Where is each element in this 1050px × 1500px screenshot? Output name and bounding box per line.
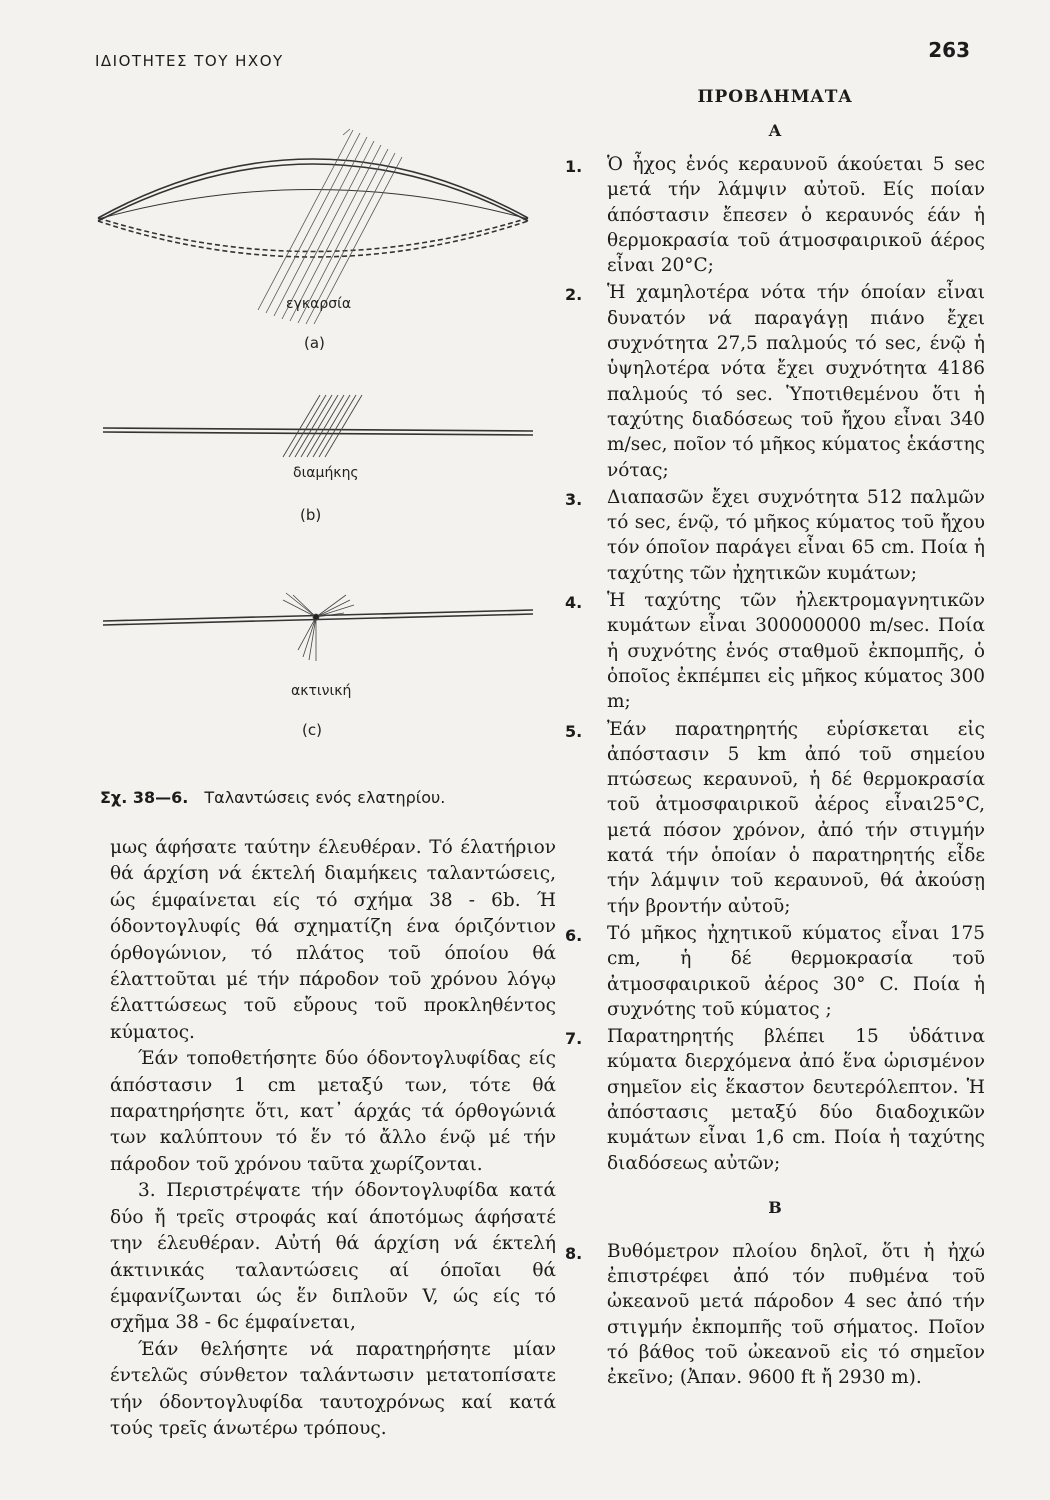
- page-number: 263: [928, 38, 970, 62]
- problem-item: [565, 717, 985, 919]
- problems-heading: ΠΡΟΒΛΗΜΑΤΑ: [697, 87, 853, 107]
- figure-caption-number: Σχ. 38—6.: [100, 788, 189, 807]
- toothpick-blur-b: [283, 395, 362, 457]
- left-paragraph-4: Έάν θελήσητε νά παρατηρήσητε μίαν έντελῶς σύνθετον ταλάντωσιν μετατοπίσατε τήν όδοντογλυφίδα ταυτοχρόνως καί κατά τούς τρεῖς άνωτέρω τρόπους.: [110, 1338, 556, 1439]
- toothpick-blur-c: [283, 593, 354, 661]
- problem-text: Ἡ ταχύτης τῶν ἠλεκτρομαγνητικῶν κυμάτων εἶναι 300000000 m/sec. Ποία ἡ συχνότης ἑνός σταθμοῦ ἐκπομπῆς, ὁ ὁποῖος ἐκπέμπει εἰς μῆκος κύματος 300 m;: [607, 590, 985, 713]
- left-paragraph-1: μως άφήσατε ταύτην έλευθέραν. Τό έλατήριον θά άρχίση νά έκτελή διαμήκεις ταλαντώσεις, ώς έμφαίνεται είς τό σχήμα 38 - 6b. Ή όδοντογλυφίς θά σχηματίζη ένα όριζόντιον όρθογώνιον, τό πλάτος τοῦ όποίου θά έλαττοῦται μέ τήν πάροδον τοῦ χρόνου λόγῳ έλαττώσεως τοῦ εὔρους τοῦ προκληθέντος κύματος.: [110, 837, 556, 1043]
- figure-label-c: ακτινική: [291, 683, 352, 699]
- problem-number: 3.: [565, 489, 583, 509]
- left-column-text: [110, 835, 556, 1442]
- figure-caption: [100, 788, 445, 807]
- problem-number: 4.: [565, 593, 583, 613]
- figure-tag-b: (b): [300, 506, 322, 524]
- figure-caption-text: Ταλαντώσεις ενός ελατηρίου.: [204, 788, 446, 807]
- toothpick-blur-a: [258, 129, 402, 324]
- spring-transverse: [98, 159, 528, 257]
- figure-drawing: [88, 95, 558, 785]
- problem-text: Ἐάν παρατηρητής εὑρίσκεται εἰς ἀπόστασιν 5 km ἀπό τοῦ σημείου πτώσεως κεραυνοῦ, ἡ δέ θερμοκρασία τοῦ ἀτμοσφαιρικοῦ ἀέρος εἶναι25°C, μετά πόσον χρόνον, ἀπό τήν στιγμήν κατά τήν ὁποίαν ὁ παρατηρητής εἶδε τήν λάμψιν τοῦ κεραυνοῦ, θά ἀκούσῃ τήν βροντήν αὐτοῦ;: [607, 718, 985, 917]
- problem-number: 1.: [565, 157, 583, 176]
- running-title: ΙΔΙΟΤΗΤΕΣ ΤΟΥ ΗΧΟΥ: [95, 52, 284, 70]
- problem-text: Ὁ ἦχος ἑνός κεραυνοῦ άκούεται 5 sec μετά τήν λάμψιν αὐτοῦ. Είς ποίαν άπόστασιν ἔπεσεν ὁ κεραυνός έάν ἡ θερμοκρασία τοῦ άτμοσφαιρικοῦ άέρος εἶναι 20°C;: [607, 154, 985, 277]
- left-paragraph-3: 3. Περιστρέψατε τήν όδοντογλυφίδα κατά δύο ἤ τρεῖς στροφάς καί άποτόμως άφήσατέ την έλευθέραν. Αὐτή θά άρχίση νά έκτελή άκτινικάς ταλαντώσεις αί όποῖαι θά έμφανίζωνται ώς ἕν διπλοῦν V, ώς είς τό σχῆμα 38 - 6c έμφαίνεται,: [110, 1180, 556, 1334]
- problem-item: [565, 280, 985, 482]
- section-a-heading: Α: [768, 121, 782, 140]
- problem-item: [565, 588, 985, 714]
- figure-label-a: εγκαρσία: [286, 296, 352, 312]
- problem-number: 5.: [565, 721, 583, 741]
- problem-item: [565, 1239, 985, 1391]
- problem-item: [565, 485, 985, 586]
- figure-spring-vibrations: [88, 95, 558, 785]
- problem-item: [565, 152, 985, 278]
- left-paragraph-2: Έάν τοποθετήσητε δύο όδοντογλυφίδας είς άπόστασιν 1 cm μεταξύ των, τότε θά παρατηρήσητε ὅτι, κατ᾽ άρχάς τά όρθογώνιά των καλύπτουν τό ἕν τό ἄλλο ένῷ μέ τήν πάροδον τοῦ χρόνου ταῦτα χωρίζονται.: [110, 1048, 556, 1175]
- problems-column: [565, 82, 985, 1393]
- figure-tag-a: (a): [304, 334, 325, 352]
- problem-text: Διαπασῶν ἔχει συχνότητα 512 παλμῶν τό sec, ένῷ, τό μῆκος κύματος τοῦ ἤχου τόν όποῖον παράγει εἶναι 65 cm. Ποία ἡ ταχύτης τῶν ἠχητικῶν κυμάτων;: [607, 486, 985, 584]
- problem-item: [565, 1024, 985, 1176]
- figure-tag-c: (c): [302, 721, 322, 739]
- problem-number: 8.: [565, 1243, 583, 1263]
- problem-number: 2.: [565, 285, 583, 305]
- problem-number: 7.: [565, 1029, 583, 1049]
- section-b-heading: Β: [768, 1197, 782, 1217]
- problem-text: Τό μῆκος ἠχητικοῦ κύματος εἶναι 175 cm, ἡ δέ θερμοκρασία τοῦ ἀτμοσφαιρικοῦ ἀέρος 30° C. Ποία ἡ συχνότης τοῦ κύματος ;: [607, 922, 985, 1020]
- problem-text: Βυθόμετρον πλοίου δηλοῖ, ὅτι ἡ ἠχώ ἐπιστρέφει ἀπό τόν πυθμένα τοῦ ὠκεανοῦ μετά πάροδον 4 sec ἀπό τήν στιγμήν ἐκπομπῆς τοῦ σήματος. Ποῖον τό βάθος τοῦ ὠκεανοῦ εἰς τό σημεῖον ἐκεῖνο; (Ἀπαν. 9600 ft ἤ 2930 m).: [607, 1240, 985, 1389]
- problem-item: [565, 921, 985, 1022]
- problem-text: Παρατηρητής βλέπει 15 ὑδάτινα κύματα διερχόμενα ἀπό ἕνα ὡρισμένον σημεῖον εἰς ἕκαστον δευτερόλεπτον. Ἡ ἀπόστασις μεταξύ δύο διαδοχικῶν κυμάτων εἶναι 1,6 cm. Ποία ἡ ταχύτης διαδόσεως αὐτῶν;: [607, 1026, 985, 1174]
- problem-number: 6.: [565, 925, 583, 945]
- problem-text: Ἡ χαμηλοτέρα νότα τήν όποίαν εἶναι δυνατόν νά παραγάγῃ πιάνο ἔχει συχνότητα 27,5 παλμούς τό sec, ένῷ ἡ ὑψηλοτέρα νότα ἔχει συχνότητα 4186 παλμούς τό sec. Ὑποτιθεμένου ὅτι ἡ ταχύτης διαδόσεως τοῦ ἤχου εἶναι 340 m/sec, ποῖον τό μῆκος κύματος ἑκάστης νότας;: [607, 282, 985, 481]
- figure-label-b: διαμήκης: [293, 465, 359, 481]
